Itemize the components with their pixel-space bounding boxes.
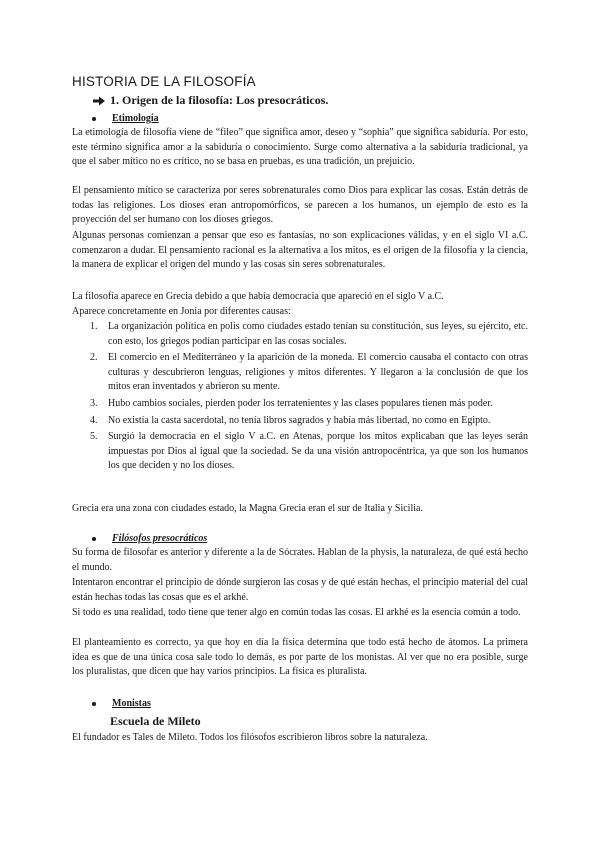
section-heading [92,93,328,108]
grecia-closing: Grecia era una zona con ciudades estado, la Magna Grecia eran el sur de Italia y Sicilia. [72,503,423,514]
presocraticos-heading-text: Filósofos presocráticos [112,533,208,544]
etimologia-paragraph-1: La etimología de filosofía viene de “fileo” que significa amor, deseo y “sophia” que significa sabiduría. Por esto, este término significa amor a la sabiduría o conocimiento. Surge como alternativa a la sabiduría tradicional, ya que el saber mítico no es crítico, no se basa en pruebas, es una tradición, un prejuicio. [72,127,528,168]
list-item-number: 3. [90,397,98,409]
etimologia-paragraph-2: El pensamiento mítico se caracteriza por seres sobrenaturales como Dios para explicar las cosas. Están detrás de todas las religiones. Los dioses eran antropomórficos, se parecen a los humanos, un ejemplo de esto es la proyección del ser humano con los dioses griegos. [72,185,528,226]
presocraticos-paragraph-3: Si todo es una realidad, todo tiene que tener algo en común todas las cosas. El arkhé es la esencia común a todo. [72,607,521,618]
bullet-icon [92,117,96,121]
arrow-right-icon [92,95,106,107]
presocraticos-paragraph-1: Su forma de filosofar es anterior y diferente a la de Sócrates. Hablan de la physis, la naturaleza, de qué está hecho el mundo. [72,547,528,573]
list-item-number: 1. [90,321,98,332]
grecia-line-2: Aparece concretamente en Jonia por diferentes causas: [72,306,291,317]
list-item-text: El comercio en el Mediterráneo y la aparición de la moneda. El comercio causaba el contacto con otras culturas y descubrieron lenguas, religiones y mitos diferentes. Y llegaron a la conclusión de que los mitos eran inventados y abrieron su mente. [108,352,528,393]
list-item-text: No existía la casta sacerdotal, no tenía libros sagrados y había más libertad, no como en Egipto. [108,414,491,426]
etimologia-paragraph-3: Algunas personas comienzan a pensar que eso es fantasías, no son explicaciones válidas, y en el siglo VI a.C. comenzaron a dudar. El pensamiento racional es la alternativa a los mitos, es el origen de la filosofía y la ciencia, la manera de explicar el origen del mundo y las cosas sin seres sobrenaturales. [72,230,528,271]
list-item [72,397,528,412]
bullet-icon [92,537,96,541]
etimologia-heading [92,113,159,124]
presocraticos-paragraph-4: El planteamiento es correcto, ya que hoy en día la física determina que todo está hecho de átomos. La primera idea es que de una única cosa sale todo lo demás, es por parte de los monistas. Al ver que no era posible, surge los pluralistas, que dicen que hay varios principios. La física es pluralista. [72,637,528,678]
etimologia-heading-text: Etimología [112,113,159,124]
list-item-text: Hubo cambios sociales, pierden poder los terratenientes y las clases populares tienen más poder. [108,397,493,409]
list-item-text: La organización política en polis como ciudades estado tenían su constitución, sus leyes, su ejército, etc. con esto, los griegos podían participar en las cosas sociales. [108,321,528,347]
monistas-paragraph-1: El fundador es Tales de Mileto. Todos los filósofos escribieron libros sobre la naturaleza. [72,732,428,743]
presocraticos-paragraph-2: Intentaron encontrar el principio de dónde surgieron las cosas y de qué están hechas, el principio material del cual están hechas todas las cosas que es el arkhé. [72,577,528,603]
monistas-heading [92,698,151,709]
monistas-heading-text: Monistas [112,698,151,709]
list-item-text: Surgió la democracia en el siglo V a.C. en Atenas, porque los mitos explicaban que las leyes serán impuestas por Dios al igual que la sociedad. Se da una visión antropocéntrica, ya que son los humanos los que deciden y no los dioses. [108,431,528,472]
causes-list [72,320,528,476]
list-item-number: 4. [90,414,98,426]
presocraticos-heading [92,533,207,544]
grecia-line-1: La filosofía aparece en Grecia debido a que había democracia que apareció en el siglo V a.C. [72,291,444,302]
bullet-icon [92,702,96,706]
document-title: HISTORIA DE LA FILOSOFÍA [72,74,256,89]
list-item-number: 2. [90,352,98,364]
list-item [72,430,528,474]
list-item [72,320,528,349]
list-item [72,351,528,395]
list-item [72,414,528,429]
section-heading-text: 1. Origen de la filosofía: Los presocráticos. [110,93,329,107]
escuela-mileto-heading: Escuela de Mileto [110,714,201,728]
list-item-number: 5. [90,431,98,443]
